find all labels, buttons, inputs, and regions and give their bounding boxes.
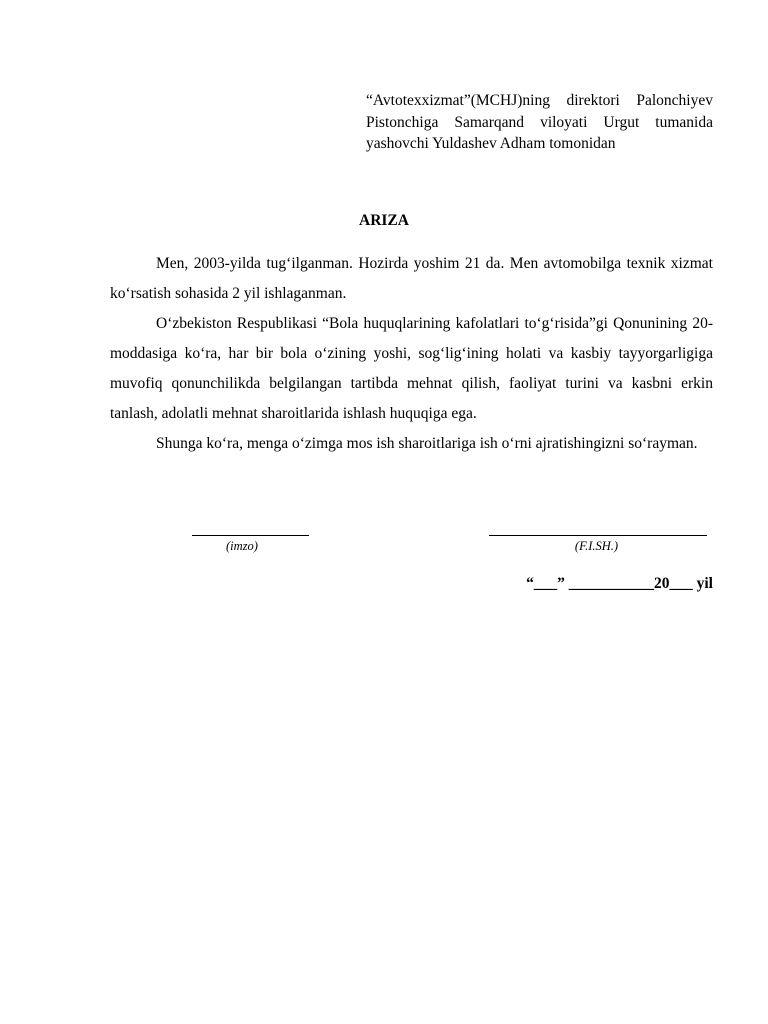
document-body	[110, 249, 713, 459]
full-name-line	[489, 535, 707, 536]
addressee-block: “Avtotexxizmat”(MCHJ)ning direktori Palonchiyev Pistonchiga Samarqand viloyati Urgut tumanida yashovchi Yuldashev Adham tomonidan	[366, 92, 713, 152]
signature-label: (imzo)	[226, 539, 258, 553]
date-field: “___” ___________20___ yil	[526, 575, 713, 592]
body-paragraph-1: Men, 2003-yilda tug‘ilganman. Hozirda yoshim 21 da. Men avtomobilga texnik xizmat ko‘rsatish sohasida 2 yil ishlaganman.	[110, 255, 713, 302]
full-name-label: (F.I.SH.)	[574, 539, 619, 553]
body-paragraph-3: Shunga ko‘ra, menga o‘zimga mos ish sharoitlariga ish o‘rni ajratishingizni so‘rayman.	[156, 435, 698, 452]
body-paragraph-2: O‘zbekiston Respublikasi “Bola huquqlarining kafolatlari to‘g‘risida”gi Qonunining 20-moddasiga ko‘ra, har bir bola o‘zining yoshi, sog‘lig‘ining holati va kasbiy tayyorgarligiga muvofiq qonunchilikda belgilangan tartibda mehnat qilish, faoliyat turini va kasbni erkin tanlash, adolatli mehnat sharoitlarida ishlash huquqiga ega.	[110, 315, 713, 422]
signature-line	[192, 535, 309, 536]
document-title: ARIZA	[359, 212, 409, 229]
